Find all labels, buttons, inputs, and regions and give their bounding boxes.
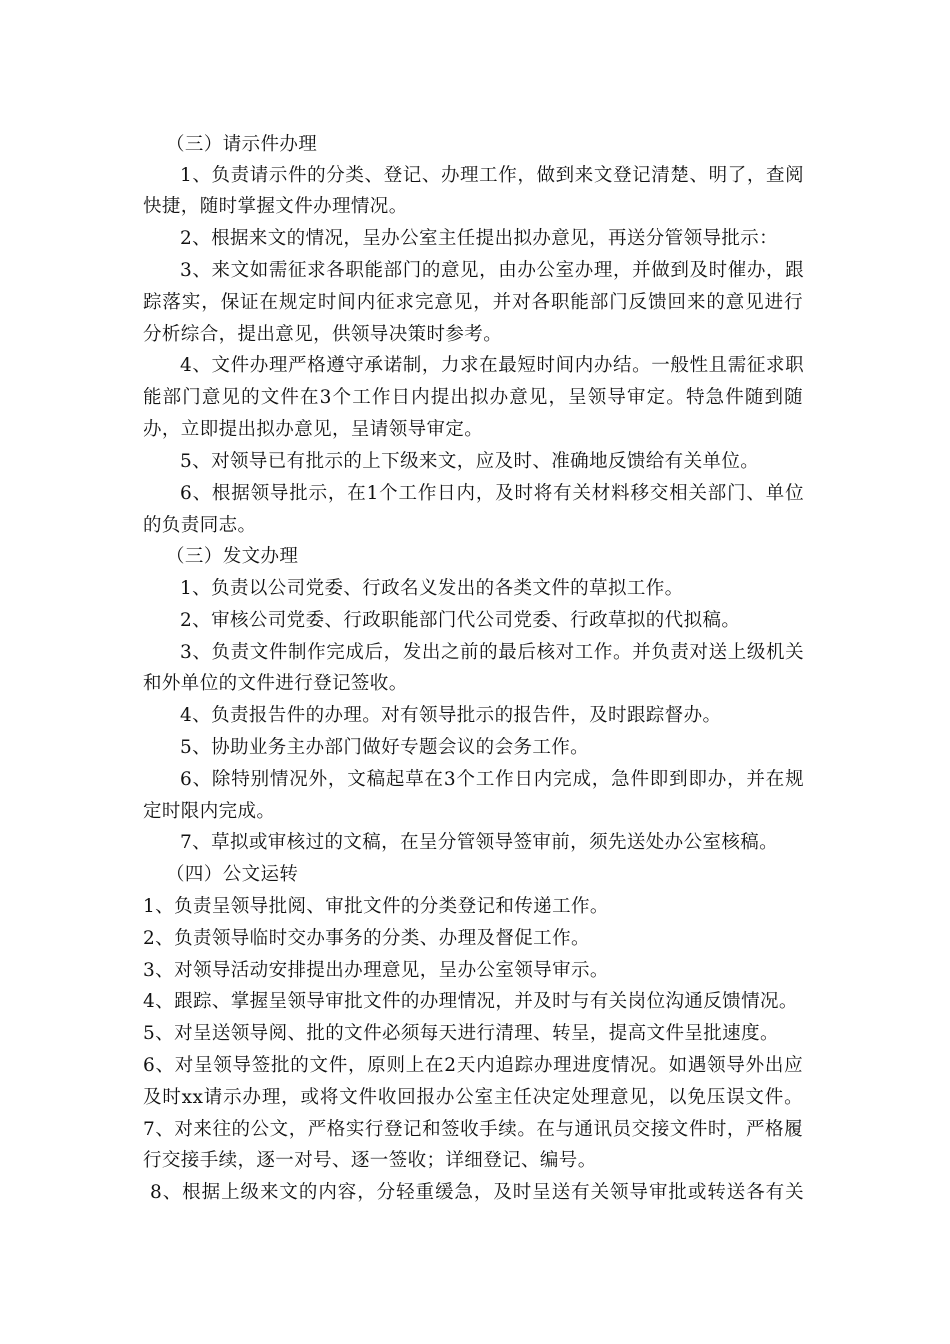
paragraph-line: 分析综合，提出意见，供领导决策时参考。 (143, 324, 503, 345)
paragraph-line: 3、来文如需征求各职能部门的意见，由办公室办理，并做到及时催办，跟 (180, 260, 804, 281)
paragraph-line: 6、根据领导批示，在1个工作日内，及时将有关材料移交相关部门、单位 (180, 483, 804, 504)
paragraph-line: 3、负责文件制作完成后，发出之前的最后核对工作。并负责对送上级机关 (180, 642, 804, 663)
paragraph-line: 1、负责以公司党委、行政名义发出的各类文件的草拟工作。 (180, 578, 684, 599)
paragraph-line: 行交接手续，逐一对号、逐一签收；详细登记、编号。 (143, 1150, 597, 1171)
paragraph-line: 6、除特别情况外，文稿起草在3个工作日内完成，急件即到即办，并在规 (180, 769, 804, 790)
paragraph-line: 8、根据上级来文的内容，分轻重缓急，及时呈送有关领导审批或转送各有关 (150, 1182, 804, 1203)
paragraph-line: 快捷，随时掌握文件办理情况。 (143, 196, 408, 217)
paragraph-line: 定时限内完成。 (143, 801, 276, 822)
paragraph-line: 踪落实，保证在规定时间内征求完意见，并对各职能部门反馈回来的意见进行 (143, 292, 803, 313)
paragraph-line: 1、负责请示件的分类、登记、办理工作，做到来文登记清楚、明了，查阅 (180, 165, 804, 186)
paragraph-line: 5、对呈送领导阅、批的文件必须每天进行清理、转呈，提高文件呈批速度。 (143, 1023, 779, 1044)
paragraph-line: 5、对领导已有批示的上下级来文，应及时、准确地反馈给有关单位。 (180, 451, 760, 472)
paragraph-line: 2、负责领导临时交办事务的分类、办理及督促工作。 (143, 928, 590, 949)
paragraph-line: 能部门意见的文件在3个工作日内提出拟办意见，呈领导审定。特急件随到随 (143, 387, 803, 408)
paragraph-line: 6、对呈领导签批的文件，原则上在2天内追踪办理进度情况。如遇领导外出应 (143, 1055, 803, 1076)
paragraph-line: 办，立即提出拟办意见，呈请领导审定。 (143, 419, 484, 440)
section-heading: （三）发文办理 (166, 546, 299, 567)
paragraph-line: 2、根据来文的情况，呈办公室主任提出拟办意见，再送分管领导批示： (180, 228, 779, 249)
paragraph-line: 7、草拟或审核过的文稿，在呈分管领导签审前，须先送处办公室核稿。 (180, 832, 779, 853)
paragraph-line: 5、协助业务主办部门做好专题会议的会务工作。 (180, 737, 590, 758)
section-heading: （三）请示件办理 (166, 134, 318, 155)
paragraph-line: 2、审核公司党委、行政职能部门代公司党委、行政草拟的代拟稿。 (180, 610, 741, 631)
paragraph-line: 3、对领导活动安排提出办理意见，呈办公室领导审示。 (143, 960, 609, 981)
paragraph-line: 4、负责报告件的办理。对有领导批示的报告件，及时跟踪督办。 (180, 705, 722, 726)
paragraph-line: 4、文件办理严格遵守承诺制，力求在最短时间内办结。一般性且需征求职 (180, 355, 804, 376)
paragraph-line: 及时xx请示办理，或将文件收回报办公室主任决定处理意见，以免压误文件。 (143, 1087, 803, 1108)
paragraph-line: 1、负责呈领导批阅、审批文件的分类登记和传递工作。 (143, 896, 609, 917)
paragraph-line: 和外单位的文件进行登记签收。 (143, 673, 408, 694)
paragraph-line: 7、对来往的公文，严格实行登记和签收手续。在与通讯员交接文件时，严格履 (143, 1119, 803, 1140)
paragraph-line: 4、跟踪、掌握呈领导审批文件的办理情况，并及时与有关岗位沟通反馈情况。 (143, 991, 798, 1012)
paragraph-line: 的负责同志。 (143, 515, 257, 536)
section-heading: （四）公文运转 (166, 864, 299, 885)
